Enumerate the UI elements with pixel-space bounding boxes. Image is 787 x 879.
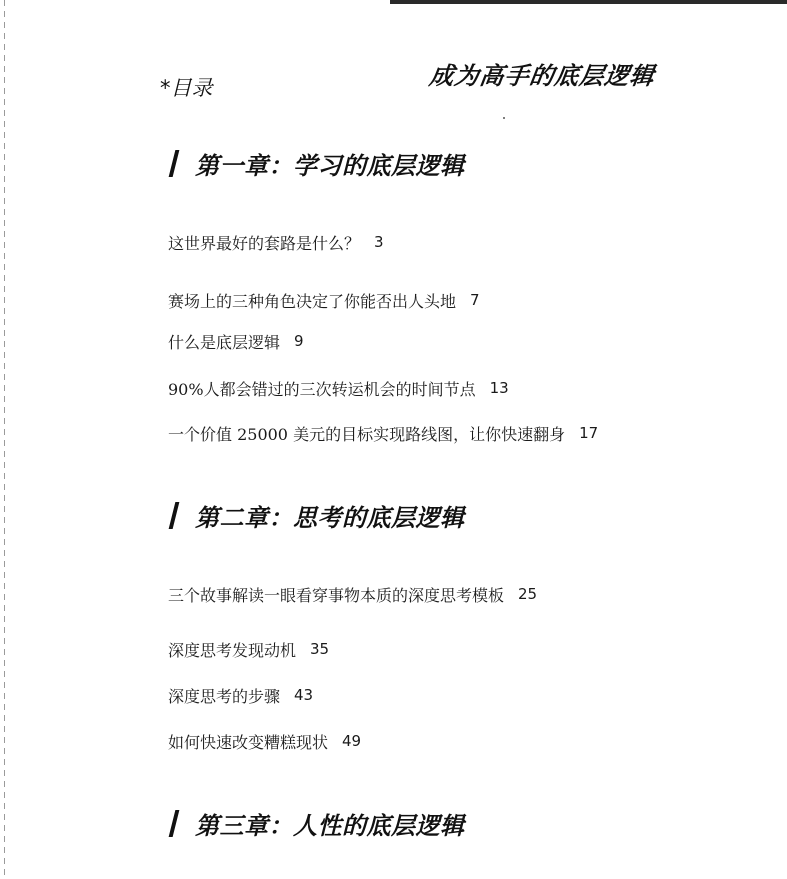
toc-entry-title: 深度思考的步骤 (168, 686, 281, 706)
chapter-heading-3 (172, 806, 465, 840)
chapter-slash-mark (169, 502, 180, 529)
toc-entry-page: 25 (518, 585, 538, 603)
toc-entry-title: 一个价值 25000 美元的目标实现路线图，让你快速翻身 (168, 424, 566, 444)
toc-entry (168, 683, 313, 707)
toc-label: *目录 (160, 76, 213, 100)
scan-speck (503, 117, 505, 119)
toc-entry (168, 637, 329, 661)
toc-entry-title: 深度思考发现动机 (168, 640, 297, 660)
chapter-title: 第三章：人性的底层逻辑 (195, 811, 465, 840)
toc-entry-title: 什么是底层逻辑 (168, 332, 281, 352)
chapter-title: 第二章：思考的底层逻辑 (195, 503, 465, 532)
toc-entry-title: 三个故事解读一眼看穿事物本质的深度思考模板 (168, 585, 505, 605)
toc-entry-page: 13 (489, 379, 509, 397)
scan-edge-left (4, 0, 5, 879)
toc-entry-title: 90%人都会错过的三次转运机会的时间节点 (168, 379, 476, 399)
toc-entry (168, 421, 598, 445)
toc-entry-title: 这世界最好的套路是什么？ (168, 233, 361, 253)
chapter-heading-2 (172, 498, 465, 532)
toc-entry-page: 35 (310, 640, 330, 658)
toc-entry-page: 49 (342, 732, 362, 750)
toc-entry-page: 17 (579, 424, 599, 442)
toc-entry-title: 赛场上的三种角色决定了你能否出人头地 (168, 291, 457, 311)
toc-entry (168, 729, 361, 753)
toc-entry (168, 582, 537, 606)
toc-entry (168, 230, 384, 254)
toc-entry-page: 3 (374, 233, 384, 251)
chapter-slash-mark (169, 150, 180, 177)
toc-entry (168, 329, 304, 353)
toc-entry (168, 376, 509, 400)
toc-entry-page: 43 (294, 686, 314, 704)
chapter-slash-mark (169, 810, 180, 837)
toc-entry (168, 288, 480, 312)
book-title: 成为高手的底层逻辑 (427, 61, 657, 90)
scan-edge-top (390, 0, 787, 4)
toc-entry-title: 如何快速改变糟糕现状 (168, 732, 329, 752)
chapter-title: 第一章：学习的底层逻辑 (195, 151, 465, 180)
toc-entry-page: 7 (470, 291, 480, 309)
toc-entry-page: 9 (294, 332, 304, 350)
chapter-heading-1 (172, 146, 465, 180)
